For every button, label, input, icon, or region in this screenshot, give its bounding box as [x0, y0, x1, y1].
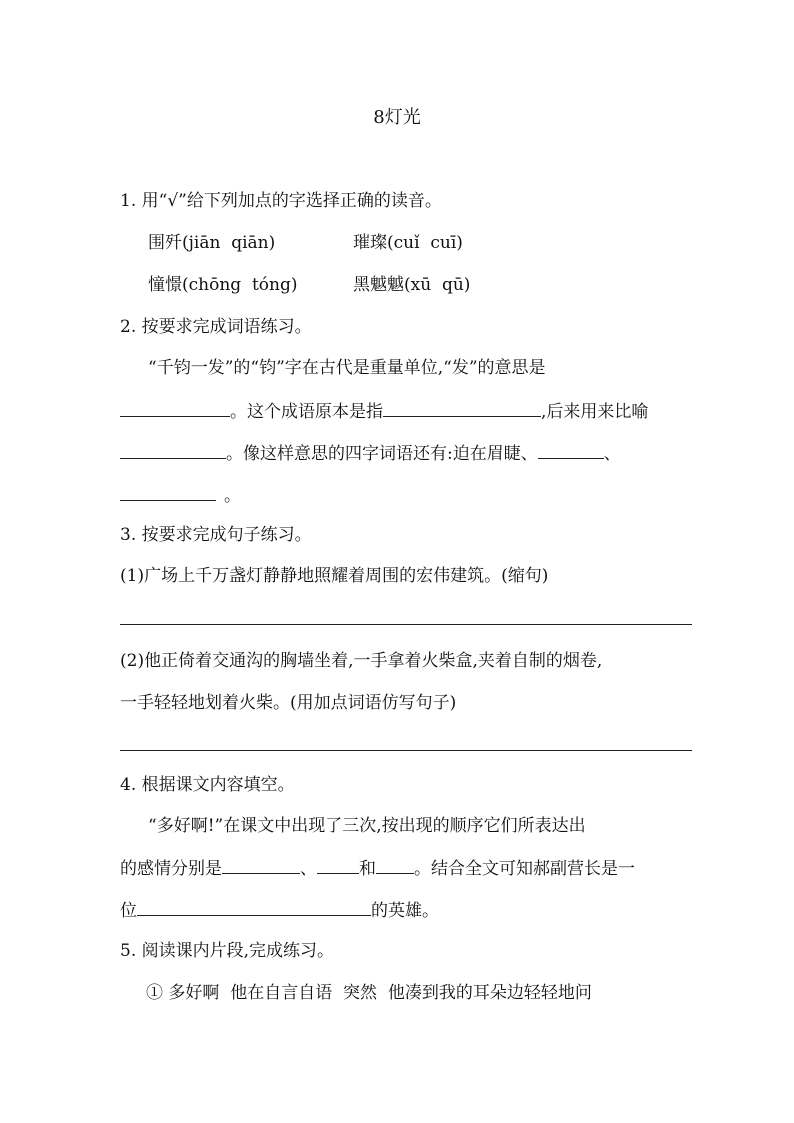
q4-heading: 4. 根据课文内容填空。 — [120, 775, 295, 795]
q1-item-3: 憧憬(chōng tóng) — [148, 275, 298, 295]
q5-line-1: ① 多好啊 他在自言自语 突然 他凑到我的耳朵边轻轻地问 — [146, 983, 592, 1003]
answer-blank[interactable] — [376, 857, 414, 874]
q2-text: 、 — [603, 444, 621, 464]
q4-text: 位 — [120, 901, 137, 921]
answer-blank[interactable] — [120, 400, 230, 417]
q4-text: 、 — [300, 859, 317, 879]
q1-item-2: 璀璨(cuǐ cuī) — [353, 233, 463, 253]
q3-sentence-2b: 一手轻轻地划着火柴。(用加点词语仿写句子) — [120, 693, 457, 713]
q2-line-4 — [120, 484, 241, 507]
page-title: 8灯光 — [373, 107, 421, 128]
answer-blank[interactable] — [120, 442, 226, 459]
answer-blank[interactable] — [317, 857, 359, 874]
answer-blank[interactable] — [120, 484, 216, 501]
q4-text: 。结合全文可知郝副营长是一 — [414, 859, 635, 879]
q2-line-3 — [120, 442, 621, 465]
q4-text: 和 — [359, 859, 376, 879]
q5-heading: 5. 阅读课内片段,完成练习。 — [120, 941, 335, 961]
q2-line-2 — [120, 400, 648, 423]
q3-heading: 3. 按要求完成句子练习。 — [120, 525, 312, 545]
answer-blank[interactable] — [137, 899, 371, 916]
answer-line[interactable] — [120, 624, 692, 625]
q4-line-1: “多好啊!”在课文中出现了三次,按出现的顺序它们所表达出 — [148, 816, 586, 836]
q3-sentence-2a: (2)他正倚着交通沟的胸墙坐着,一手拿着火柴盒,夹着自制的烟卷, — [120, 651, 603, 671]
q2-text: 。这个成语原本是指 — [230, 402, 383, 422]
q2-text: 。像这样意思的四字词语还有:迫在眉睫、 — [226, 444, 538, 464]
q2-line-1: “千钧一发”的“钧”字在古代是重量单位,“发”的意思是 — [148, 358, 546, 378]
answer-blank[interactable] — [222, 857, 300, 874]
q3-sentence-1: (1)广场上千万盏灯静静地照耀着周围的宏伟建筑。(缩句) — [120, 566, 549, 586]
q2-text: ,后来用来比喻 — [541, 402, 649, 422]
q4-text: 的感情分别是 — [120, 859, 222, 879]
q4-text: 的英雄。 — [371, 901, 439, 921]
q2-heading: 2. 按要求完成词语练习。 — [120, 317, 312, 337]
q1-heading: 1. 用“√”给下列加点的字选择正确的读音。 — [120, 191, 442, 211]
q1-item-1: 围歼(jiān qiān) — [148, 233, 276, 253]
q2-text: 。 — [224, 486, 241, 506]
q4-line-2 — [120, 857, 635, 880]
q4-line-3 — [120, 899, 439, 922]
answer-blank[interactable] — [538, 442, 604, 459]
answer-line[interactable] — [120, 750, 692, 751]
q1-item-4: 黑魆魆(xū qū) — [353, 275, 471, 295]
answer-blank[interactable] — [383, 400, 541, 417]
